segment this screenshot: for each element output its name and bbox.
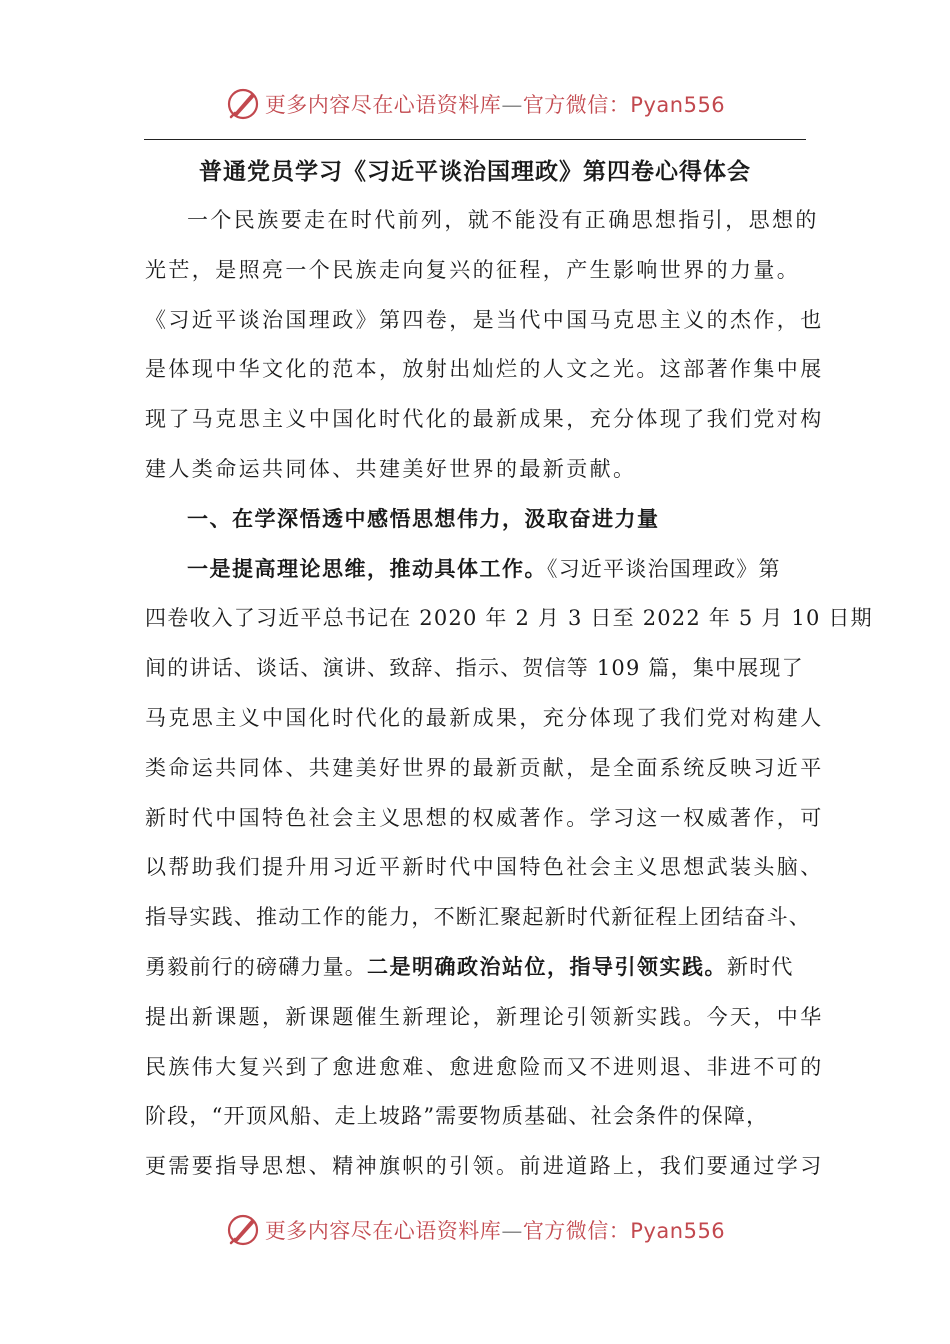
point-one-text: 《习近平谈治国理政》第 [547,556,781,581]
watermark-separator: — [501,1219,523,1243]
point-two-text: 新时代 [727,954,794,979]
watermark-separator: — [501,93,523,117]
section-heading [145,495,813,545]
body-line: 类命运共同体、共建美好世界的最新贡献，是全面系统反映习近平 [145,755,824,780]
section-heading-text: 一、在学深悟透中感悟思想伟力，汲取奋进力量 [187,506,660,531]
footer-watermark [0,1210,950,1250]
body-line: 民族伟大复兴到了愈进愈难、愈进愈险而又不进则退、非进不可的 [145,1054,824,1079]
body-line: 一个民族要走在时代前列，就不能没有正确思想指引，思想的 [187,208,819,232]
body-line: 提出新课题，新课题催生新理论，新理论引领新实践。今天，中华 [145,1004,824,1029]
body-line: 阶段，“开顶风船、走上坡路”需要物质基础、社会条件的保障， [145,1104,769,1129]
body-line: 马克思主义中国化时代化的最新成果，充分体现了我们党对构建人 [145,705,824,730]
watermark-contact: 官方微信：Pyan556 [522,1219,726,1243]
point-one-heading: 一是提高理论思维，推动具体工作。 [187,556,547,581]
body-line: 是体现中华文化的范本，放射出灿烂的人文之光。这部著作集中展 [145,357,824,382]
body-line: 指导实践、推动工作的能力，不断汇聚起新时代新征程上团结奋斗、 [145,905,811,930]
point-two-lead: 勇毅前行的磅礴力量。 [145,954,367,979]
header-rule [144,139,806,140]
body-line: 更需要指导思想、精神旗帜的引领。前进道路上，我们要通过学习 [145,1154,824,1179]
header-watermark [0,84,950,124]
watermark-text [265,1215,725,1245]
body-line: 建人类命运共同体、共建美好世界的最新贡献。 [145,456,637,481]
body-line: 四卷收入了习近平总书记在 2020 年 2 月 3 日至 2022 年 5 月 10 日期 [145,606,873,631]
body-line: 光芒，是照亮一个民族走向复兴的征程，产生影响世界的力量。 [145,257,801,282]
watermark-contact: 官方微信：Pyan556 [522,93,726,117]
document-title: 普通党员学习《习近平谈治国理政》第四卷心得体会 [199,159,751,185]
quill-pen-logo-icon [225,1212,261,1248]
document-body [145,196,873,1192]
quill-pen-logo-icon [225,86,261,122]
watermark-site: 更多内容尽在心语资料库 [264,1219,502,1243]
watermark-text [265,89,725,119]
body-line: 新时代中国特色社会主义思想的权威著作。学习这一权威著作，可 [145,805,824,830]
body-line: 现了马克思主义中国化时代化的最新成果，充分体现了我们党对构 [145,407,824,432]
watermark-site: 更多内容尽在心语资料库 [264,93,502,117]
body-line [145,545,813,595]
body-line: 间的讲话、谈话、演讲、致辞、指示、贺信等 109 篇，集中展现了 [145,656,804,681]
body-line: 《习近平谈治国理政》第四卷，是当代中国马克思主义的杰作，也 [145,307,824,332]
body-line [145,943,813,993]
point-two-heading: 二是明确政治站位，指导引领实践。 [367,954,727,979]
body-line: 以帮助我们提升用习近平新时代中国特色社会主义思想武装头脑、 [145,855,824,880]
